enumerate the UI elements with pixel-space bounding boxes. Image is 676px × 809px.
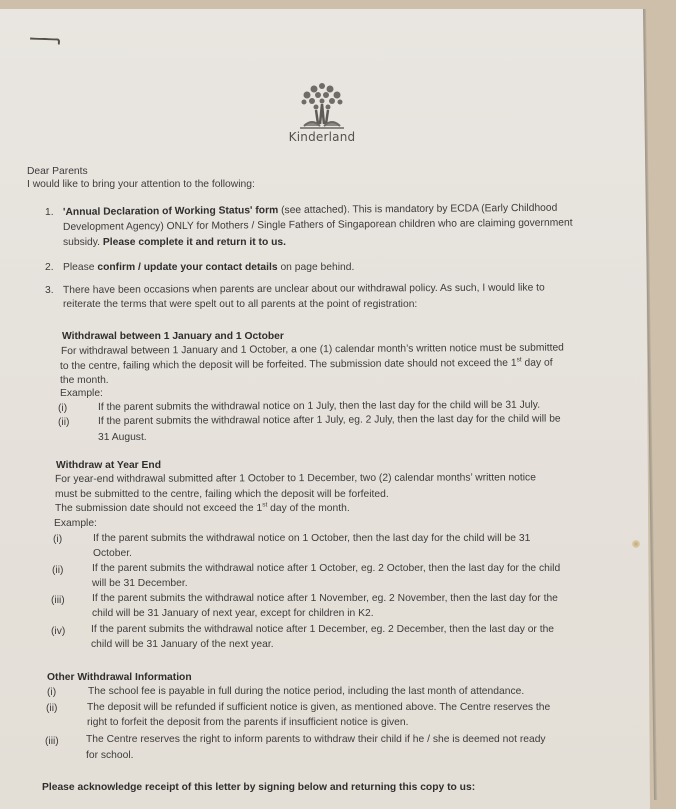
roman-numeral: (iii) bbox=[45, 736, 59, 747]
roman-numeral: (ii) bbox=[46, 703, 58, 714]
item-text: (see attached). This is mandatory by ECDA (Early Childhood bbox=[278, 202, 558, 217]
info-text: The Centre reserves the right to inform parents to withdraw their child if he / she is deemed not ready bbox=[86, 734, 546, 745]
item-text: Development Agency) ONLY for Mothers / Single Fathers of Singaporean children who are claiming government bbox=[62, 217, 573, 233]
item-text: subsidy. bbox=[63, 237, 103, 248]
example-text: If the parent submits the withdrawal notice on 1 October, then the last day for the child will be 31 bbox=[93, 533, 531, 544]
example-label: Example: bbox=[60, 388, 103, 399]
item-number: 1. bbox=[45, 207, 54, 218]
intro-text: I would like to bring your attention to the following: bbox=[27, 179, 255, 190]
section-text: must be submitted to the centre, failing which the deposit will be forfeited. bbox=[55, 489, 389, 500]
info-text: The deposit will be refunded if sufficient notice is given, as mentioned above. The Centre reserves the bbox=[87, 702, 551, 713]
pen-mark bbox=[30, 37, 60, 44]
section-text: to the centre, failing which the deposit will be forfeited. The submission date should not exceed the 1 bbox=[59, 357, 517, 372]
item-text: on page behind. bbox=[277, 262, 355, 273]
section-title: Withdraw at Year End bbox=[56, 460, 161, 471]
example-label: Example: bbox=[54, 518, 97, 529]
roman-numeral: (iii) bbox=[51, 595, 65, 606]
kinderland-logo bbox=[282, 80, 362, 146]
example-text: If the parent submits the withdrawal notice after 1 November, eg. 2 November, then the last day for the bbox=[92, 593, 558, 604]
section-text: The submission date should not exceed the 1 bbox=[55, 503, 263, 514]
roman-numeral: (i) bbox=[47, 687, 57, 698]
roman-numeral: (ii) bbox=[52, 565, 64, 576]
tree-logo-icon bbox=[294, 80, 350, 132]
example-text: If the parent submits the withdrawal notice after 1 December, eg. 2 December, then the last day or the bbox=[91, 624, 555, 635]
example-text: 31 August. bbox=[98, 432, 147, 443]
section-text: day of the month. bbox=[267, 503, 350, 514]
section-text: day of bbox=[521, 357, 553, 369]
form-name: 'Annual Declaration of Working Status' form bbox=[62, 205, 279, 218]
roman-numeral: (iv) bbox=[51, 626, 66, 637]
section-text: For year-end withdrawal submitted after 1 October to 1 December, two (2) calendar months’ written notice bbox=[54, 472, 536, 485]
info-text: right to forfeit the deposit from the parents if insufficient notice is given. bbox=[87, 717, 409, 728]
example-text: child will be 31 January of the next year. bbox=[91, 639, 274, 650]
instruction-text: confirm / update your contact details bbox=[97, 262, 278, 273]
acknowledgement-text: Please acknowledge receipt of this letter by signing below and returning this copy to us: bbox=[42, 782, 476, 793]
section-title: Other Withdrawal Information bbox=[47, 672, 192, 683]
section-title: Withdrawal between 1 January and 1 October bbox=[62, 331, 284, 342]
item-number: 3. bbox=[45, 285, 54, 296]
item-number: 2. bbox=[45, 262, 54, 273]
item-text: reiterate the terms that were spelt out to all parents at the point of registration: bbox=[63, 299, 418, 310]
example-text: If the parent submits the withdrawal notice after 1 July, eg. 2 July, then the last day for the child will be bbox=[97, 413, 561, 427]
roman-numeral: (ii) bbox=[58, 417, 70, 428]
section-text: the month. bbox=[60, 375, 109, 386]
info-text: The school fee is payable in full during the notice period, including the last month of attendance. bbox=[88, 686, 525, 697]
superscript: st bbox=[516, 356, 522, 364]
example-text: October. bbox=[93, 548, 132, 559]
roman-numeral: (i) bbox=[53, 534, 63, 545]
paper-stain bbox=[632, 540, 640, 548]
salutation: Dear Parents bbox=[27, 166, 88, 177]
roman-numeral: (i) bbox=[58, 403, 68, 414]
brand-name: Kinderland bbox=[288, 130, 356, 144]
example-text: If the parent submits the withdrawal notice on 1 July, then the last day for the child will be 31 July. bbox=[97, 399, 541, 413]
instruction-text: Please complete it and return it to us. bbox=[102, 237, 286, 248]
example-text: will be 31 December. bbox=[92, 578, 188, 589]
example-text: child will be 31 January of next year, except for children in K2. bbox=[92, 608, 374, 619]
item-text: Please bbox=[63, 262, 98, 273]
superscript: st bbox=[262, 501, 268, 509]
example-text: If the parent submits the withdrawal notice after 1 October, eg. 2 October, then the last day for the child bbox=[92, 563, 561, 574]
info-text: for school. bbox=[86, 750, 134, 761]
item-text: There have been occasions when parents are unclear about our withdrawal policy. As such, I would like to bbox=[62, 282, 545, 296]
section-text: For withdrawal between 1 January and 1 October, a one (1) calendar month’s written notice must be submitted bbox=[60, 342, 564, 357]
